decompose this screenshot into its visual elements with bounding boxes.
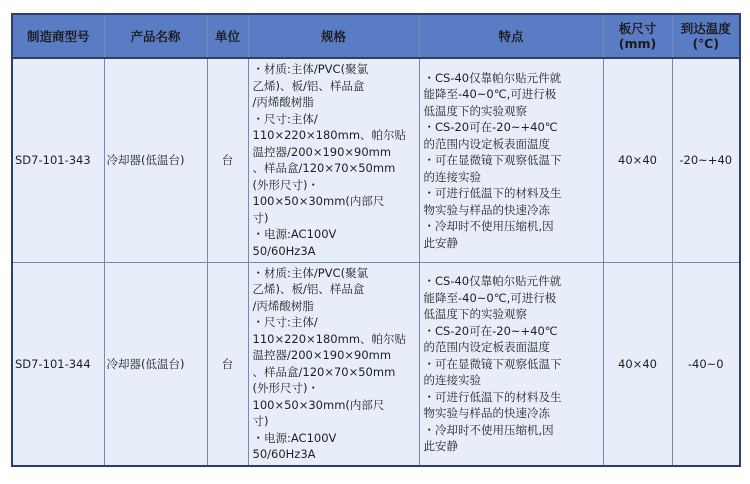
- text-line: 的范围内设定板表面温度: [423, 136, 550, 151]
- header-plate-size: [603, 14, 672, 58]
- text-line: (外形尺寸)・: [252, 177, 319, 192]
- product-spec-table: [11, 13, 741, 467]
- text-line: 100×50×30mm(内部尺: [252, 397, 385, 412]
- spec-lines: [251, 265, 417, 463]
- text-line: 寸): [252, 414, 269, 429]
- text-line: (外形尺寸)・: [252, 381, 319, 396]
- spec-lines: [251, 61, 417, 259]
- text-line: 乙烯)、板/铝、样品盒: [252, 282, 365, 297]
- text-line: 物实验与样品的快速冷冻: [423, 406, 550, 420]
- feature-lines: [422, 70, 601, 252]
- text-line: ・冷却时不使用压缩机,因: [423, 422, 554, 437]
- text-line: /丙烯酸树脂: [252, 298, 314, 313]
- text-line: 此安静: [423, 235, 458, 250]
- text-line: ・尺寸:主体/: [252, 315, 318, 330]
- cell-model: SD7-101-343: [12, 58, 104, 262]
- header-plate-size-line1: 板尺寸: [618, 21, 657, 36]
- cell-temperature: -20~+40: [672, 58, 740, 262]
- text-line: ・电源:AC100V: [252, 227, 337, 242]
- text-line: ・CS-40仅靠帕尔贴元件就: [423, 70, 562, 85]
- cell-spec: [248, 262, 419, 466]
- feature-lines: [422, 273, 601, 455]
- header-model: 制造商型号: [12, 14, 104, 58]
- text-line: ・可在显微镜下观察低温下: [423, 153, 562, 167]
- text-line: 乙烯)、板/铝、样品盒: [252, 78, 365, 93]
- text-line: 50/60Hz3A: [252, 243, 316, 258]
- cell-unit: 台: [207, 262, 248, 466]
- cell-plate-size: 40×40: [603, 262, 672, 466]
- header-temperature: [672, 14, 740, 58]
- text-line: /丙烯酸树脂: [252, 95, 314, 110]
- text-line: ・冷却时不使用压缩机,因: [423, 219, 554, 233]
- text-line: 110×220×180mm、帕尔贴: [252, 128, 407, 143]
- text-line: 的连接实验: [423, 169, 481, 184]
- cell-product-name: 冷却器(低温台): [104, 58, 207, 262]
- cell-features: [419, 262, 603, 466]
- text-line: 100×50×30mm(内部尺: [252, 194, 385, 209]
- text-line: ・CS-40仅靠帕尔贴元件就: [423, 274, 562, 288]
- text-line: ・材质:主体/PVC(聚氯: [252, 62, 369, 77]
- cell-features: [419, 58, 603, 262]
- text-line: 温控器/200×190×90mm: [252, 144, 392, 159]
- header-plate-size-line2: (mm): [618, 36, 657, 51]
- cell-product-name: 冷却器(低温台): [104, 262, 207, 466]
- text-line: 能降至-40~0℃,可进行极: [423, 290, 557, 305]
- header-unit: 单位: [207, 14, 248, 58]
- header-product-name: 产品名称: [104, 14, 207, 58]
- table-row: [12, 262, 740, 466]
- text-line: 此安静: [423, 439, 458, 453]
- text-line: ・电源:AC100V: [252, 430, 337, 445]
- header-features: 特点: [419, 14, 603, 58]
- text-line: ・尺寸:主体/: [252, 111, 318, 126]
- text-line: 物实验与样品的快速冷冻: [423, 202, 550, 217]
- text-line: 寸): [252, 210, 269, 225]
- header-temperature-line1: 到达温度: [680, 21, 731, 36]
- cell-temperature: -40~0: [672, 262, 740, 466]
- table-row: [12, 58, 740, 262]
- cell-spec: [248, 58, 419, 262]
- text-line: ・可进行低温下的材料及生: [423, 186, 562, 200]
- header-row: [12, 14, 740, 58]
- cell-model: SD7-101-344: [12, 262, 104, 466]
- text-line: 温控器/200×190×90mm: [252, 348, 392, 363]
- text-line: 的范围内设定板表面温度: [423, 340, 550, 354]
- text-line: 低温度下的实验观察: [423, 103, 527, 118]
- text-line: ・CS-20可在-20~+40℃: [423, 323, 558, 338]
- text-line: ・CS-20可在-20~+40℃: [423, 120, 558, 134]
- cell-plate-size: 40×40: [603, 58, 672, 262]
- text-line: ・可在显微镜下观察低温下: [423, 356, 562, 371]
- header-spec: 规格: [248, 14, 419, 58]
- text-line: 50/60Hz3A: [252, 447, 316, 462]
- text-line: 、样品盒/120×70×50mm: [252, 161, 396, 176]
- text-line: 能降至-40~0℃,可进行极: [423, 87, 557, 101]
- text-line: ・材质:主体/PVC(聚氯: [252, 265, 369, 280]
- header-temperature-line2: (℃): [692, 36, 720, 51]
- text-line: 、样品盒/120×70×50mm: [252, 364, 396, 379]
- text-line: ・可进行低温下的材料及生: [423, 389, 562, 404]
- text-line: 110×220×180mm、帕尔贴: [252, 331, 407, 346]
- cell-unit: 台: [207, 58, 248, 262]
- text-line: 低温度下的实验观察: [423, 307, 527, 321]
- text-line: 的连接实验: [423, 373, 481, 387]
